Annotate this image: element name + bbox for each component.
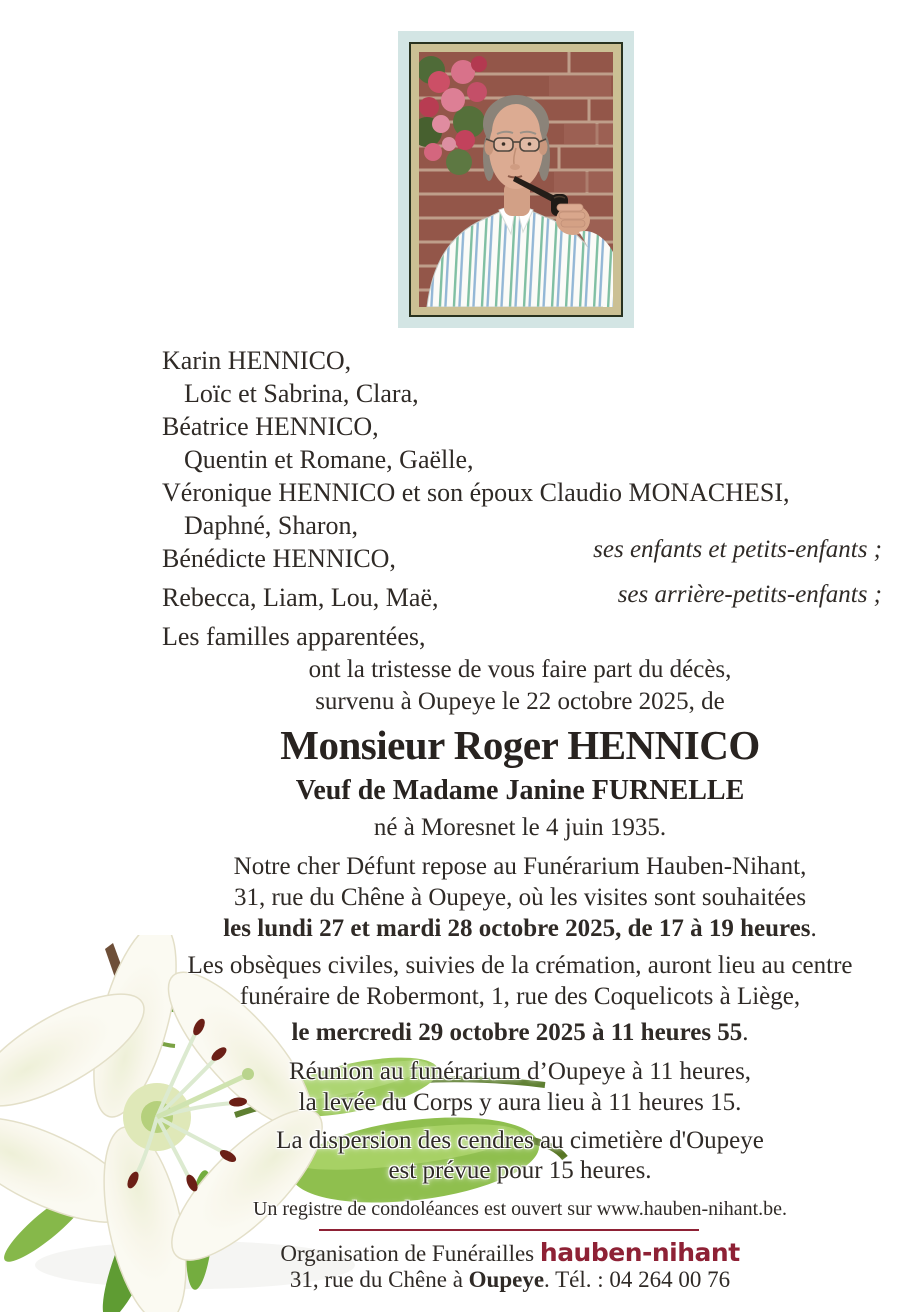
address-phone: . Tél. : 04 264 00 76	[544, 1267, 731, 1292]
family-member-line: Véronique HENNICO et son époux Claudio MONACHESI,	[162, 478, 790, 507]
portrait-photo-frame	[398, 31, 634, 328]
deceased-name: Monsieur Roger HENNICO	[280, 722, 760, 768]
visitation-dates	[160, 914, 880, 944]
portrait-photo-inner-frame	[409, 42, 623, 317]
family-member-line: Quentin et Romane, Gaëlle,	[184, 445, 474, 474]
visitation-line: Notre cher Défunt repose au Funérarium Hauben-Nihant,	[233, 853, 807, 880]
portrait-photo	[419, 52, 613, 307]
address-city: Oupeye	[468, 1267, 545, 1292]
ceremony-line: Les obsèques civiles, suivies de la crémation, auront lieu au centre	[187, 952, 853, 979]
family-member-line: Daphné, Sharon,	[184, 511, 359, 540]
ceremony-date-bold: le mercredi 29 octobre 2025 à 11 heures 55	[291, 1019, 743, 1046]
ceremony-date	[160, 1018, 880, 1048]
funeral-home-brand: hauben-nihant	[539, 1238, 740, 1267]
birth-info: né à Moresnet le 4 juin 1935.	[373, 814, 667, 841]
visitation-line: 31, rue du Chêne à Oupeye, où les visites sont souhaitées	[233, 884, 807, 911]
family-member-line: Les familles apparentées,	[162, 622, 426, 651]
intro-line: survenu à Oupeye le 22 octobre 2025, de	[315, 688, 725, 715]
address-prefix: 31, rue du Chêne à	[289, 1267, 469, 1292]
footer-divider	[319, 1229, 699, 1231]
family-member-line: Loïc et Sabrina, Clara,	[184, 379, 419, 408]
visitation-dates-suffix: .	[810, 915, 817, 942]
gathering-line: Réunion au funérarium d’Oupeye à 11 heures,	[288, 1058, 752, 1085]
family-member-line: Béatrice HENNICO,	[162, 412, 379, 441]
ceremony-date-suffix: .	[742, 1019, 749, 1046]
dispersion-line: est prévue pour 15 heures.	[388, 1157, 652, 1184]
relation-label-great-grandchildren: ses arrière-petits-enfants ;	[617, 581, 882, 608]
widower-of: Veuf de Madame Janine FURNELLE	[295, 775, 745, 806]
ceremony-line: funéraire de Robermont, 1, rue des Coquelicots à Liège,	[239, 983, 801, 1010]
gathering-line: la levée du Corps y aura lieu à 11 heures 15.	[298, 1089, 742, 1116]
relation-label-children: ses enfants et petits-enfants ;	[593, 536, 882, 563]
visitation-dates-bold: les lundi 27 et mardi 28 octobre 2025, de 17 à 19 heures	[223, 915, 811, 942]
funeral-home-address	[160, 1267, 860, 1293]
condolences-register-note: Un registre de condoléances est ouvert sur www.hauben-nihant.be.	[252, 1198, 788, 1220]
family-member-line: Karin HENNICO,	[162, 346, 352, 375]
intro-line: ont la tristesse de vous faire part du décès,	[308, 656, 732, 683]
dispersion-line: La dispersion des cendres au cimetière d'Oupeye	[276, 1127, 764, 1154]
funeral-home-line	[160, 1238, 860, 1267]
organisation-label: Organisation de Funérailles	[280, 1241, 540, 1266]
family-member-line: Bénédicte HENNICO,	[162, 544, 396, 573]
family-member-line: Rebecca, Liam, Lou, Maë,	[162, 583, 439, 612]
